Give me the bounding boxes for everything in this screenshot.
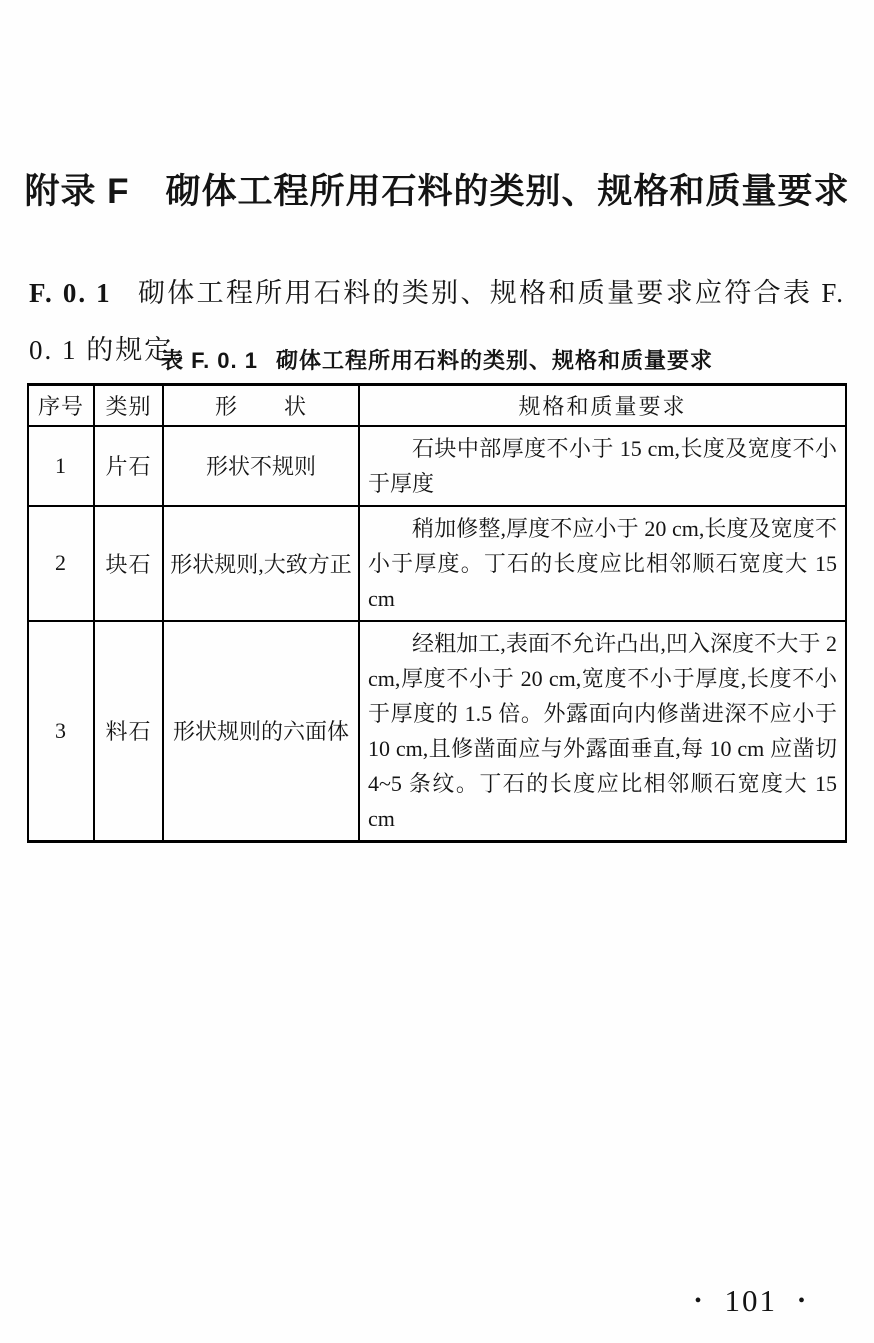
- table-caption-label: 表 F. 0. 1: [160, 348, 259, 373]
- table-caption-text: 砌体工程所用石料的类别、规格和质量要求: [276, 348, 714, 373]
- cell-no: 3: [28, 621, 94, 842]
- footer-right-dot-icon: •: [797, 1290, 807, 1312]
- cell-no: 2: [28, 506, 94, 621]
- footer-left-dot-icon: •: [694, 1290, 704, 1312]
- spec-text: 经粗加工,表面不允许凸出,凹入深度不大于 2 cm,厚度不小于 20 cm,宽度不小于厚度,长度不小于厚度的 1.5 倍。外露面向内修凿进深不应小于 10 cm,且修凿面应与外露面垂直,每 10 cm 应凿切 4~5 条纹。丁石的长度应比相邻顺石宽度大 15 cm: [368, 630, 837, 831]
- spec-text: 稍加修整,厚度不应小于 20 cm,长度及宽度不小于厚度。丁石的长度应比相邻顺石宽度大 15 cm: [368, 515, 837, 611]
- cell-category: 料石: [94, 621, 163, 842]
- cell-no: 1: [28, 426, 94, 506]
- appendix-title-text: 砌体工程所用石料的类别、规格和质量要求: [165, 172, 850, 212]
- table-row: [28, 426, 846, 506]
- table-row: [28, 506, 846, 621]
- appendix-title: [0, 164, 874, 214]
- header-no: 序号: [28, 385, 94, 426]
- table-caption: [0, 344, 874, 375]
- clause-text: 砌体工程所用石料的类别、规格和质量要求应符合表 F. 0. 1 的规定。: [29, 278, 845, 365]
- table-row: [28, 621, 846, 842]
- table-header-row: [28, 385, 846, 426]
- cell-shape: 形状规则的六面体: [163, 621, 359, 842]
- cell-shape: 形状规则,大致方正: [163, 506, 359, 621]
- cell-spec: [359, 621, 846, 842]
- cell-category: 片石: [94, 426, 163, 506]
- header-spec: 规格和质量要求: [359, 385, 846, 426]
- appendix-label: 附录 F: [24, 172, 130, 212]
- page-number-footer: [693, 1283, 808, 1319]
- header-shape: 形 状: [163, 385, 359, 426]
- cell-spec: [359, 426, 846, 506]
- spec-text: 石块中部厚度不小于 15 cm,长度及宽度不小于厚度: [368, 435, 837, 496]
- stone-materials-table: [27, 383, 847, 843]
- clause-label: F. 0. 1: [29, 278, 112, 308]
- cell-spec: [359, 506, 846, 621]
- page-number: 101: [724, 1283, 777, 1318]
- header-category: 类别: [94, 385, 163, 426]
- cell-category: 块石: [94, 506, 163, 621]
- cell-shape: 形状不规则: [163, 426, 359, 506]
